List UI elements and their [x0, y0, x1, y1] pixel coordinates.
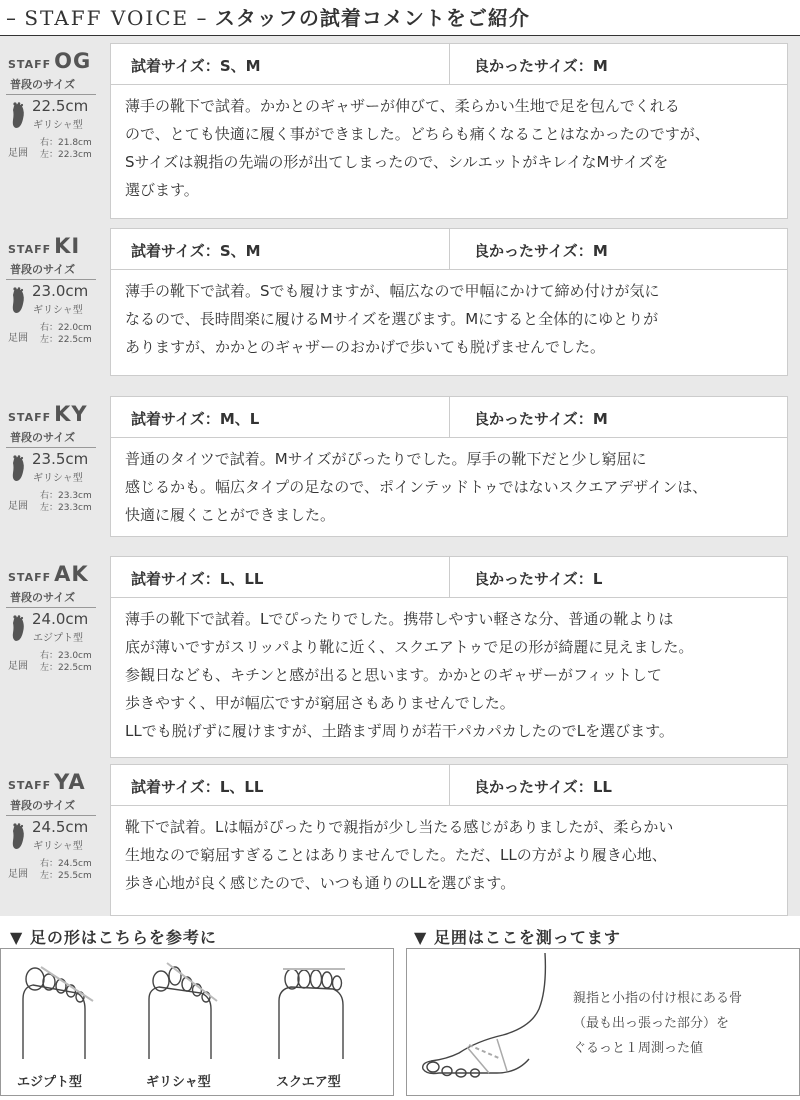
size-row	[111, 44, 787, 85]
comment-card	[110, 764, 788, 916]
measure-title: ▼ 足囲はここを測ってます	[414, 928, 621, 947]
square-foot-icon	[279, 969, 345, 1059]
title-en: STAFF VOICE	[24, 6, 190, 30]
staff-code: OG	[54, 49, 92, 73]
girth-right: 21.8cm	[58, 138, 92, 148]
usual-size: 24.5cm	[32, 818, 89, 836]
tried-size: 試着サイズ：S、M	[131, 242, 261, 260]
good-size: 良かったサイズ：M	[474, 57, 608, 75]
section-title: – STAFF VOICE – スタッフの試着コメントをご紹介	[6, 6, 530, 30]
usual-size: 24.0cm	[32, 610, 89, 628]
good-size: 良かったサイズ：L	[474, 570, 603, 588]
foot-shape-title: ▼ 足の形はこちらを参考に	[10, 928, 217, 947]
foot-girth-values: 右：21.8cm 左：22.3cm	[40, 138, 92, 160]
staff-id: STAFF OG	[8, 49, 92, 73]
size-row	[111, 397, 787, 438]
greek-label: ギリシャ型	[146, 1075, 211, 1090]
foot-girth-values: 右：24.5cm 左：25.5cm	[40, 859, 92, 881]
comment-card	[110, 396, 788, 537]
girth-right: 23.3cm	[58, 491, 92, 501]
usual-size: 23.5cm	[32, 450, 89, 468]
foot-girth-label: 足囲	[8, 501, 28, 512]
foot-type: ギリシャ型	[33, 305, 83, 316]
girth-left: 22.5cm	[58, 335, 92, 345]
girth-left: 22.3cm	[58, 150, 92, 160]
comment-card	[110, 43, 788, 219]
good-size: 良かったサイズ：M	[474, 410, 608, 428]
girth-right: 23.0cm	[58, 651, 92, 661]
divider	[6, 447, 96, 448]
foot-girth-values: 右：23.0cm 左：22.5cm	[40, 651, 92, 673]
comment-card	[110, 228, 788, 376]
usual-size-label: 普段のサイズ	[10, 591, 76, 604]
girth-right: 24.5cm	[58, 859, 92, 869]
girth-left: 25.5cm	[58, 871, 92, 881]
foot-type: ギリシャ型	[33, 120, 83, 131]
egyptian-foot-icon	[23, 967, 93, 1059]
section-header	[0, 0, 800, 36]
tried-size: 試着サイズ：L、LL	[131, 570, 264, 588]
divider	[6, 279, 96, 280]
divider	[6, 607, 96, 608]
staff-code: AK	[54, 562, 89, 586]
divider	[6, 815, 96, 816]
foot-girth-label: 足囲	[8, 661, 28, 672]
foot-icon	[10, 823, 26, 851]
staff-comment: 薄手の靴下で試着。Lでぴったりでした。携帯しやすい軽さな分、普通の靴よりは 底が薄いですがスリッパより靴に近く、スクエアトゥで足の形が綺麗に見えました。 参観日なども、キチンと感が出ると思います。かかとのギャザーがフィットして 歩きやすく、甲が幅広ですが窮屈さもありませんでした。 LLでも脱げずに履けますが、土踏まず周りが若干パカパカしたのでLを選びます。	[125, 610, 694, 740]
girth-left: 23.3cm	[58, 503, 92, 513]
staff-id: STAFF AK	[8, 562, 89, 586]
girth-right: 22.0cm	[58, 323, 92, 333]
foot-type: ギリシャ型	[33, 473, 83, 484]
foot-girth-values: 右：23.3cm 左：23.3cm	[40, 491, 92, 513]
usual-size: 22.5cm	[32, 97, 89, 115]
usual-size-label: 普段のサイズ	[10, 431, 76, 444]
staff-comment: 普通のタイツで試着。Mサイズがぴったりでした。厚手の靴下だと少し窮屈に 感じるかも。幅広タイプの足なので、ポインテッドトゥではないスクエアデザインは、 快適に履くことができました。	[125, 450, 708, 524]
foot-icon	[10, 455, 26, 483]
divider	[6, 94, 96, 95]
foot-icon	[10, 287, 26, 315]
girth-left: 22.5cm	[58, 663, 92, 673]
tried-size: 試着サイズ：M、L	[131, 410, 260, 428]
staff-code: YA	[54, 770, 86, 794]
staff-id: STAFF KY	[8, 402, 88, 426]
foot-girth-label: 足囲	[8, 333, 28, 344]
usual-size-label: 普段のサイズ	[10, 799, 76, 812]
size-row	[111, 765, 787, 806]
staff-id: STAFF YA	[8, 770, 86, 794]
staff-comment: 薄手の靴下で試着。Sでも履けますが、幅広なので甲幅にかけて締め付けが気に なるので、長時間楽に履けるMサイズを選びます。Mにすると全体的にゆとりが ありますが、かかとのギャザーのおかげで歩いても脱げませんでした。	[125, 282, 660, 356]
usual-size-label: 普段のサイズ	[10, 78, 76, 91]
comment-card	[110, 556, 788, 758]
title-ja: スタッフの試着コメントをご紹介	[214, 6, 530, 30]
usual-size: 23.0cm	[32, 282, 89, 300]
staff-code: KY	[54, 402, 88, 426]
foot-measure-illustration	[407, 949, 567, 1095]
egyptian-label: エジプト型	[17, 1075, 83, 1090]
foot-icon	[10, 102, 26, 130]
measure-note: 親指と小指の付け根にある骨 （最も出っ張った部分）を ぐるっと１周測った値	[573, 991, 743, 1056]
tried-size: 試着サイズ：L、LL	[131, 778, 264, 796]
greek-foot-icon	[149, 963, 217, 1059]
good-size: 良かったサイズ：M	[474, 242, 608, 260]
foot-girth-values: 右：22.0cm 左：22.5cm	[40, 323, 92, 345]
usual-size-label: 普段のサイズ	[10, 263, 76, 276]
foot-icon	[10, 615, 26, 643]
foot-type: エジプト型	[33, 633, 83, 644]
staff-comment: 薄手の靴下で試着。かかとのギャザーが伸びて、柔らかい生地で足を包んでくれる ので、とても快適に履く事ができました。どちらも痛くなることはなかったのですが、 Sサイズは親指の先端の形が出てしまったので、シルエットがキレイなMサイズを 選びます。	[125, 97, 710, 199]
size-row	[111, 229, 787, 270]
foot-side-icon	[423, 953, 546, 1077]
size-row	[111, 557, 787, 598]
foot-girth-label: 足囲	[8, 148, 28, 159]
square-label: スクエア型	[276, 1075, 341, 1090]
foot-girth-label: 足囲	[8, 869, 28, 880]
foot-type: ギリシャ型	[33, 841, 83, 852]
staff-comment: 靴下で試着。Lは幅がぴったりで親指が少し当たる感じがありましたが、柔らかい 生地なので窮屈すぎることはありませんでした。ただ、LLの方がより履き心地、 歩き心地が良く感じたので、いつも通りのLLを選びます。	[125, 818, 674, 892]
good-size: 良かったサイズ：LL	[474, 778, 612, 796]
staff-code: KI	[54, 234, 81, 258]
tried-size: 試着サイズ：S、M	[131, 57, 261, 75]
staff-id: STAFF KI	[8, 234, 81, 258]
